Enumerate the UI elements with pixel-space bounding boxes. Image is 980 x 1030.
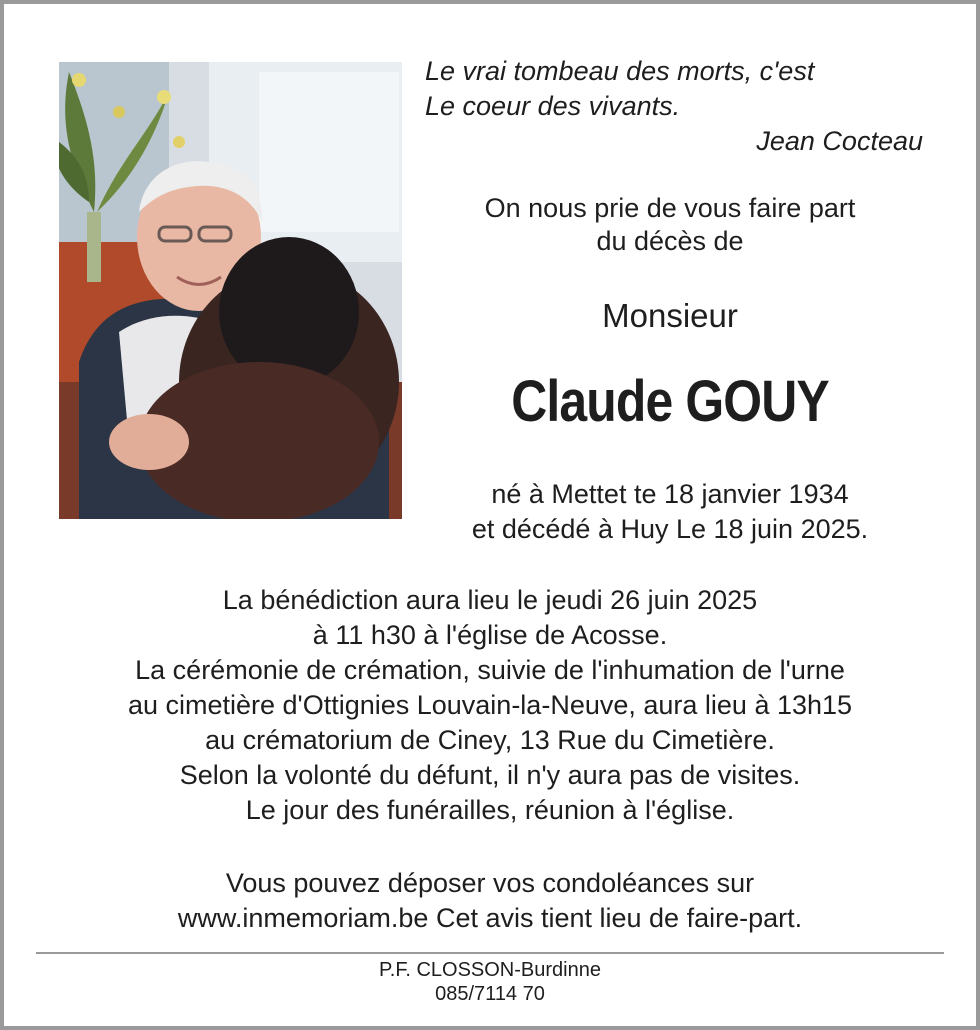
ceremony-line: à 11 h30 à l'église de Acosse.	[312, 620, 668, 650]
ceremony-line: La cérémonie de crémation, suivie de l'inhumation de l'urne	[135, 655, 845, 685]
quote-line-1: Le vrai tombeau des morts, c'est	[425, 56, 815, 86]
honorific-title: Monsieur	[602, 297, 738, 334]
portrait-photo	[59, 62, 402, 519]
ceremony-line: au cimetière d'Ottignies Louvain-la-Neuve, aura lieu à 13h15	[127, 690, 853, 720]
birth-line: né à Mettet te 18 janvier 1934	[491, 479, 849, 509]
announcement-line-2: du décès de	[596, 226, 744, 256]
condolences-line-1: Vous pouvez déposer vos condoléances sur	[225, 868, 755, 898]
death-line: et décédé à Huy Le 18 juin 2025.	[471, 514, 869, 544]
quote-author: Jean Cocteau	[756, 126, 923, 156]
condolences-block	[20, 866, 960, 936]
ceremony-line: Le jour des funérailles, réunion à l'église.	[245, 795, 735, 825]
footer	[20, 958, 960, 1006]
quote-block	[425, 54, 925, 159]
announcement-line-1: On nous prie de vous faire part	[484, 193, 856, 223]
quote-line-2: Le coeur des vivants.	[425, 91, 681, 121]
funeral-home-phone: 085/7114 70	[435, 983, 545, 1005]
condolences-line-2: www.inmemoriam.be Cet avis tient lieu de faire-part.	[177, 903, 803, 933]
ceremony-line: au crématorium de Ciney, 13 Rue du Cimetière.	[205, 725, 775, 755]
ceremony-details	[20, 583, 960, 828]
funeral-home-name: P.F. CLOSSON-Burdinne	[379, 959, 601, 981]
life-dates	[420, 477, 920, 547]
ceremony-line: La bénédiction aura lieu le jeudi 26 juin 2025	[222, 585, 758, 615]
deceased-name: Claude GOUY	[511, 369, 829, 434]
footer-divider	[36, 952, 944, 954]
announcement	[420, 192, 920, 258]
ceremony-line: Selon la volonté du défunt, il n'y aura pas de visites.	[179, 760, 801, 790]
